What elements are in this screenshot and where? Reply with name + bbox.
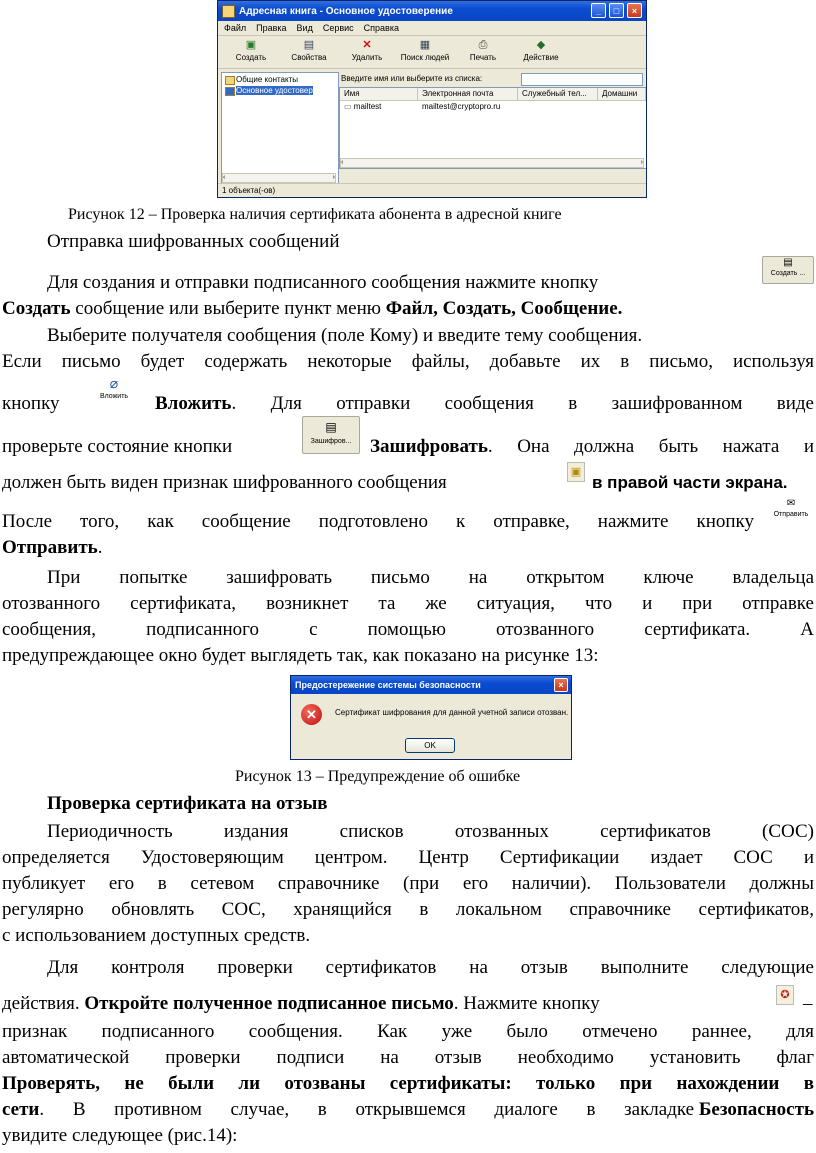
dialog-message: Сертификат шифрования для данной учетной записи отозван.	[335, 708, 569, 717]
column-work-phone[interactable]: Служебный тел...	[518, 88, 598, 100]
contact-email: mailtest@cryptopro.ru	[422, 102, 501, 111]
p5-line4: автоматической проверки подписи на отзыв необходимо установить флаг	[2, 1047, 814, 1068]
address-book-icon	[222, 5, 235, 18]
find-people-icon: ▦	[419, 39, 431, 51]
p2-line5-a: должен быть виден признак шифрованного сообщения	[2, 472, 447, 493]
p2-line7: Отправить.	[2, 537, 103, 558]
delete-icon: ✕	[362, 39, 372, 51]
p5-line5: Проверять, не были ли отозваны сертификаты: только при нахождении в	[2, 1073, 814, 1094]
search-input[interactable]	[521, 73, 643, 86]
send-icon: ✉	[786, 498, 796, 509]
p4-line1: Периодичность издания списков отозванных сертификатов (СОС)	[47, 821, 814, 842]
encrypt-icon: ▤	[325, 420, 337, 434]
p5-line2-dash: –	[803, 993, 813, 1014]
security-warning-dialog	[290, 675, 572, 760]
contacts-list	[339, 87, 647, 169]
send-button: ✉ Отправить	[768, 498, 814, 528]
error-icon: ✕	[301, 704, 322, 725]
p2-line4-b: Зашифровать . Она должна быть нажата и	[370, 436, 814, 457]
p4-line2: определяется Удостоверяющим центром. Центр Сертификации издает СОС и	[2, 847, 814, 868]
action-icon: ◆	[536, 39, 546, 51]
p5-line7: увидите следующее (рис.14):	[2, 1125, 238, 1146]
properties-button[interactable]: ▤ Свойства	[291, 39, 327, 62]
title-bar	[218, 1, 646, 21]
contact-name: ▭ mailtest	[344, 102, 382, 111]
window-title: Адресная книга - Основное удостоверение	[239, 5, 453, 17]
dialog-title: Предостережение системы безопасности	[295, 680, 481, 690]
dialog-close-button[interactable]: ×	[554, 678, 568, 692]
folder-icon	[225, 87, 235, 96]
new-message-icon: ▤	[783, 257, 793, 268]
heading-revocation-check: Проверка сертификата на отзыв	[47, 793, 328, 814]
status-bar: 1 объекта(-ов)	[218, 183, 646, 197]
p1-line2: Создать сообщение или выберите пункт меню Файл, Создать, Сообщение.	[2, 298, 623, 319]
p3-line1: При попытке зашифровать письмо на открытом ключе владельца	[47, 567, 814, 588]
contact-card-icon: ▭	[344, 102, 352, 111]
p3-line2: отозванного сертификата, возникнет та же ситуация, что и при отправке	[2, 593, 814, 614]
p2-line1: Выберите получателя сообщения (поле Кому) и введите тему сообщения.	[47, 325, 643, 346]
create-message-button: ▤ Создать ...	[762, 256, 814, 284]
menu-bar	[218, 21, 646, 36]
toolbar	[218, 36, 646, 69]
p4-line3: публикует его в сетевом справочнике (при его наличии). Пользователи должны	[2, 873, 814, 894]
new-contact-icon: ▣	[245, 39, 257, 51]
close-button[interactable]: ×	[627, 3, 642, 18]
list-header	[340, 88, 646, 101]
tree-item-shared-contacts[interactable]: Общие контакты	[222, 73, 338, 84]
p5-line6: сети . В противном случае, в открывшемся диалоге в закладке Безопасность	[2, 1099, 814, 1120]
attach-button: ⌀ Вложить	[90, 374, 138, 408]
p5-line3: признак подписанного сообщения. Как уже было отмечено раннее, для	[2, 1021, 814, 1042]
menu-tools[interactable]: Сервис	[322, 23, 354, 33]
p4-line5: с использованием доступных средств.	[2, 925, 311, 946]
p1-line1: Для создания и отправки подписанного сообщения нажмите кнопку	[47, 272, 599, 293]
p2-line2: Если письмо будет содержать некоторые файлы, добавьте их в письмо, используя	[2, 351, 814, 372]
p2-line3-a: кнопку	[2, 393, 60, 414]
encrypt-button: ▤ Зашифров...	[302, 416, 360, 454]
new-button[interactable]: ▣ Создать	[235, 39, 267, 62]
menu-view[interactable]: Вид	[296, 23, 313, 33]
column-name[interactable]: Имя	[340, 88, 418, 100]
figure-13-caption: Рисунок 13 – Предупреждение об ошибке	[235, 768, 521, 785]
menu-help[interactable]: Справка	[363, 23, 399, 33]
p5-line1: Для контроля проверки сертификатов на отзыв выполните следующие	[47, 957, 814, 978]
column-home[interactable]: Домашни	[598, 88, 646, 100]
p2-line6: После того, как сообщение подготовлено к отправке, нажмите кнопку	[2, 511, 754, 532]
find-people-button[interactable]: ▦ Поиск людей	[400, 39, 450, 62]
heading-encrypted-messages: Отправка шифрованных сообщений	[47, 231, 340, 252]
print-icon: ⎙	[478, 39, 488, 51]
minimize-button[interactable]: _	[591, 3, 606, 18]
action-button[interactable]: ◆ Действие	[523, 39, 559, 62]
contacts-pane	[339, 72, 645, 182]
column-email[interactable]: Электронная почта	[418, 88, 518, 100]
delete-button[interactable]: ✕ Удалить	[351, 39, 383, 62]
maximize-button[interactable]: □	[609, 3, 624, 18]
p5-line2-a: действия. Откройте полученное подписанное письмо. Нажмите кнопку	[2, 993, 600, 1014]
signed-message-icon: ✪	[776, 985, 794, 1005]
menu-edit[interactable]: Правка	[256, 23, 287, 33]
table-row[interactable]	[340, 101, 646, 113]
p2-line3-b: Вложить . Для отправки сообщения в зашифрованном виде	[155, 393, 814, 414]
print-button[interactable]: ⎙ Печать	[469, 39, 497, 62]
menu-file[interactable]: Файл	[224, 23, 247, 33]
paperclip-icon: ⌀	[109, 375, 119, 391]
folder-tree	[221, 72, 339, 184]
tree-item-main-identity[interactable]: Основное удостовер	[222, 84, 338, 95]
properties-icon: ▤	[303, 39, 315, 51]
p3-line3: сообщения, подписанного с помощью отозванного сертификата. А	[2, 619, 814, 640]
figure-12-caption: Рисунок 12 – Проверка наличия сертификата абонента в адресной книге	[68, 206, 562, 223]
lock-icon: ▣	[567, 462, 585, 482]
tree-horizontal-scrollbar[interactable]: ‹ ›	[223, 174, 335, 181]
dialog-title-bar	[291, 676, 571, 694]
address-book-window	[217, 0, 647, 198]
list-horizontal-scrollbar[interactable]: ‹ ›	[341, 159, 643, 166]
ok-button[interactable]: OK	[405, 738, 455, 753]
p2-line4-a: проверьте состояние кнопки	[2, 436, 233, 457]
p4-line4: регулярно обновлять СОС, хранящийся в локальном справочнике сертификатов,	[2, 899, 814, 920]
search-label: Введите имя или выберите из списка:	[341, 74, 483, 83]
p2-line5-b: в правой части экрана.	[592, 473, 788, 492]
p3-line4: предупреждающее окно будет выглядеть так, как показано на рисунке 13:	[2, 645, 599, 666]
